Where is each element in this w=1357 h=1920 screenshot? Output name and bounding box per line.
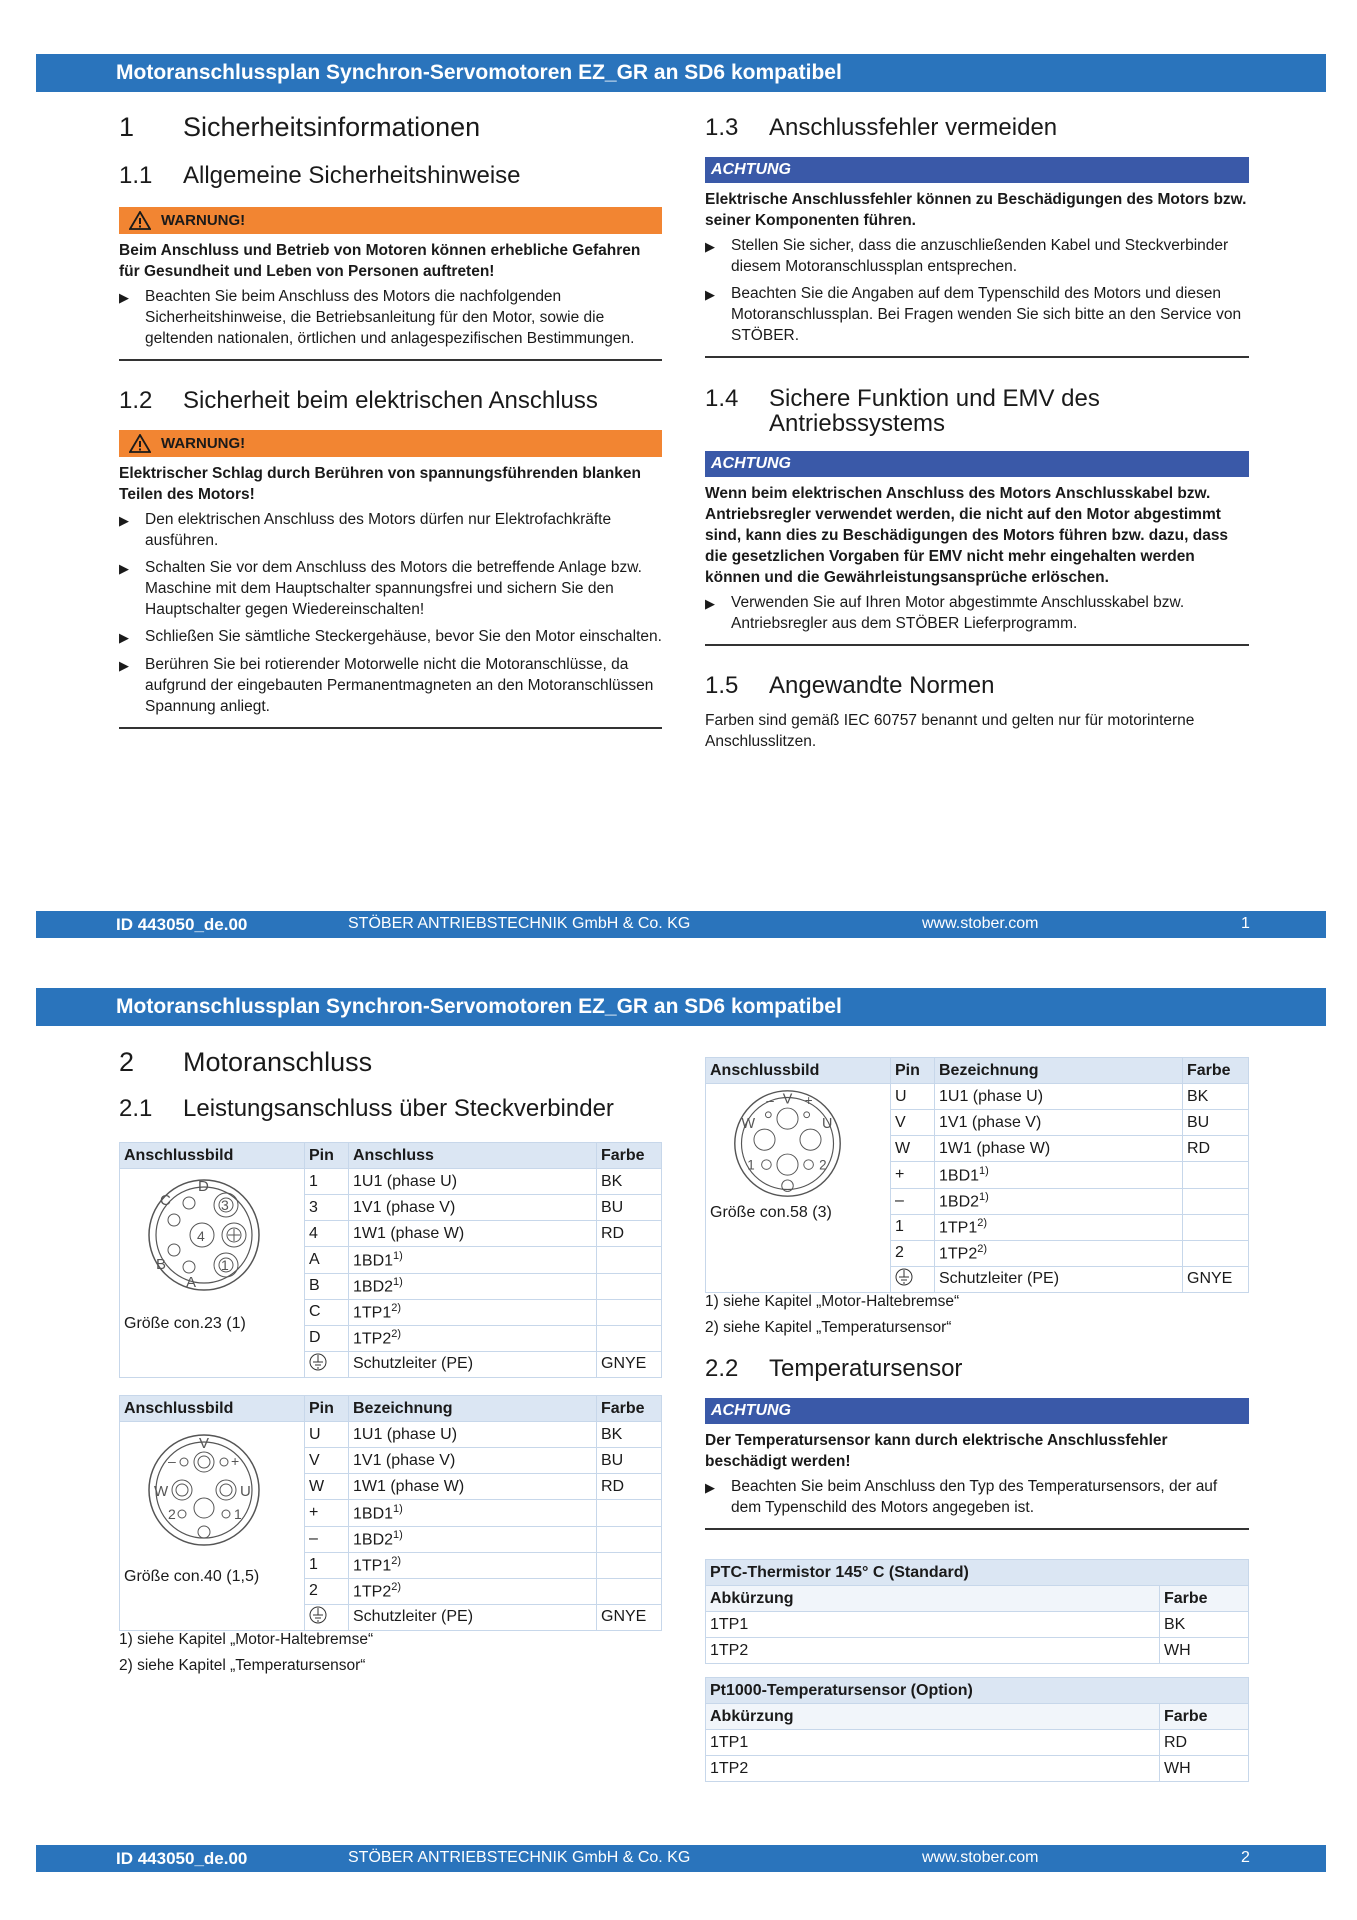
pin-cell: C [305, 1299, 349, 1325]
column-header: Farbe [1160, 1704, 1249, 1730]
footer-bar [36, 1845, 1326, 1872]
name-cell: 1BD2$^{1)}$ [349, 1273, 597, 1299]
color-cell [1183, 1188, 1249, 1214]
left-column [119, 1047, 662, 1123]
section-1-4-heading: 1.4 Sichere Funktion und EMV des Antriebssystems [705, 385, 1100, 437]
bullet-arrow-icon: ▶ [119, 630, 129, 645]
pin-label: 1 [747, 1157, 755, 1173]
warning-text: Beim Anschluss und Betrieb von Motoren können erhebliche Gefahren für Gesundheit und Leben von Personen auftreten! [119, 242, 641, 280]
footnote-2: 2) siehe Kapitel „Temperatursensor“ [119, 1657, 366, 1674]
bullet-arrow-icon: ▶ [705, 287, 715, 302]
section-2-2-heading: 2.2 Temperatursensor [705, 1355, 963, 1382]
pin-cell: 1 [305, 1169, 349, 1195]
name-cell: Schutzleiter (PE) [935, 1266, 1183, 1292]
pin-cell: 4 [305, 1221, 349, 1247]
pin-label: U [822, 1116, 833, 1133]
pin-label: 2 [819, 1157, 827, 1173]
pin-cell: V [891, 1110, 935, 1136]
color-cell [597, 1247, 662, 1273]
color-cell [597, 1578, 662, 1604]
page-number: 1 [1241, 915, 1250, 932]
right-column [705, 112, 1249, 752]
column-header: Farbe [597, 1396, 662, 1422]
pin-cell [305, 1351, 349, 1377]
name-cell: 1W1 (phase W) [349, 1221, 597, 1247]
bullet-arrow-icon: ▶ [705, 596, 715, 611]
column-header: Farbe [1183, 1058, 1249, 1084]
header-title: Motoranschlussplan Synchron-Servomotoren EZ_GR an SD6 kompatibel [116, 61, 842, 84]
color-cell: BK [1183, 1084, 1249, 1110]
list-item: ▶ Verwenden Sie auf Ihren Motor abgestimmte Anschlusskabel bzw. Antriebsregler aus dem STÖBER Lieferprogramm. [705, 594, 1185, 632]
color-cell: GNYE [597, 1351, 662, 1377]
pin-cell: A [305, 1247, 349, 1273]
bullet-arrow-icon: ▶ [705, 239, 715, 254]
divider [705, 356, 1249, 358]
pin-cell: U [891, 1084, 935, 1110]
color-cell: BU [597, 1195, 662, 1221]
color-cell: RD [597, 1474, 662, 1500]
abbr-cell: 1TP2 [706, 1638, 1160, 1664]
color-cell: WH [1160, 1638, 1249, 1664]
pin-cell: D [305, 1325, 349, 1351]
pin-cell: + [891, 1162, 935, 1188]
pin-label: + [231, 1453, 240, 1469]
connector-size-caption: Größe con.58 (3) [710, 1204, 832, 1221]
warning-icon [129, 434, 151, 453]
norms-text: Farben sind gemäß IEC 60757 benannt und gelten nur für motorinterne Anschlusslitzen. [705, 712, 1195, 750]
header-bar [36, 988, 1326, 1026]
connector-table-con58 [705, 1057, 1249, 1293]
bullet-arrow-icon: ▶ [119, 290, 129, 305]
pin-label: – [766, 1093, 774, 1109]
pin-label: V [782, 1091, 793, 1108]
name-cell: 1U1 (phase U) [349, 1422, 597, 1448]
color-cell: WH [1160, 1756, 1249, 1782]
pin-label: D [198, 1178, 209, 1195]
pin-label: + [804, 1093, 813, 1109]
column-header: Bezeichnung [935, 1058, 1183, 1084]
pt1000-sensor-table [705, 1677, 1249, 1782]
divider [119, 727, 662, 729]
name-cell: 1W1 (phase W) [935, 1136, 1183, 1162]
table-row [706, 1638, 1249, 1664]
pin-label: 3 [221, 1197, 229, 1213]
bullet-arrow-icon: ▶ [119, 513, 129, 528]
connector-table-con23 [119, 1142, 662, 1378]
list-item: ▶ Den elektrischen Anschluss des Motors dürfen nur Elektrofachkräfte ausführen. [119, 511, 612, 549]
color-cell [1183, 1162, 1249, 1188]
name-cell: 1V1 (phase V) [935, 1110, 1183, 1136]
pin-label: A [186, 1274, 197, 1291]
connector-size-caption: Größe con.23 (1) [124, 1315, 246, 1332]
color-cell [597, 1299, 662, 1325]
note-banner: ACHTUNG [705, 1398, 1249, 1424]
pin-cell: + [305, 1500, 349, 1526]
table-row [120, 1169, 662, 1195]
column-header: Bezeichnung [349, 1396, 597, 1422]
footer-doc-id: ID 443050_de.00 [116, 915, 248, 934]
name-cell: 1TP1$^{2)}$ [935, 1214, 1183, 1240]
list-item: ▶ Schalten Sie vor dem Anschluss des Motors die betreffende Anlage bzw. Maschine mit dem Hauptschalter spannungsfrei und sichern Sie den Hauptschalter gegen Wiedereinschalten! [119, 559, 642, 618]
table-row [706, 1730, 1249, 1756]
color-cell: BK [1160, 1612, 1249, 1638]
ground-icon [309, 1353, 327, 1371]
pin-cell: W [305, 1474, 349, 1500]
name-cell: Schutzleiter (PE) [349, 1604, 597, 1630]
column-header: Farbe [1160, 1586, 1249, 1612]
pin-cell: – [891, 1188, 935, 1214]
page-number: 2 [1241, 1849, 1250, 1866]
page-1 [0, 0, 1357, 955]
connector-table-con40 [119, 1395, 662, 1631]
footer-website[interactable]: www.stober.com [922, 1849, 1039, 1866]
pin-cell: 1 [305, 1552, 349, 1578]
name-cell: 1TP1$^{2)}$ [349, 1552, 597, 1578]
note-banner: ACHTUNG [705, 451, 1249, 477]
warning-icon [129, 211, 151, 230]
name-cell: 1W1 (phase W) [349, 1474, 597, 1500]
warning-banner: WARNUNG! [119, 430, 662, 457]
footer-company: STÖBER ANTRIEBSTECHNIK GmbH & Co. KG [348, 915, 691, 932]
note-text: Wenn beim elektrischen Anschluss des Motors Anschlusskabel bzw. Antriebsregler verwendet werden, die nicht auf den Motor abgestimmt sind, kann dies zu Beschädigungen des Motors führen bzw. dazu, dass die gesetzlichen Vorgaben für EMV nicht mehr eingehalten werden können und die Gewährleistungsansprüche erlöschen. [705, 485, 1229, 586]
table-title: PTC-Thermistor 145° C (Standard) [706, 1560, 1249, 1586]
connector-con58-diagram [730, 1086, 845, 1201]
bullet-arrow-icon: ▶ [119, 561, 129, 576]
divider [705, 1528, 1249, 1530]
color-cell: BU [597, 1448, 662, 1474]
table-title: Pt1000-Temperatursensor (Option) [706, 1678, 1249, 1704]
color-cell [597, 1552, 662, 1578]
column-header: Pin [305, 1143, 349, 1169]
name-cell: 1BD1$^{1)}$ [349, 1500, 597, 1526]
color-cell [1183, 1214, 1249, 1240]
pin-cell: 2 [891, 1240, 935, 1266]
section-1-heading: 1 Sicherheitsinformationen [119, 112, 481, 142]
section-2-1-heading: 2.1 Leistungsanschluss über Steckverbinder [119, 1095, 614, 1122]
name-cell: 1V1 (phase V) [349, 1448, 597, 1474]
connector-size-caption: Größe con.40 (1,5) [124, 1568, 260, 1585]
footer-website[interactable]: www.stober.com [922, 915, 1039, 932]
section-1-3-heading: 1.3 Anschlussfehler vermeiden [705, 114, 1058, 141]
pin-label: W [741, 1116, 756, 1133]
name-cell: 1BD1$^{1)}$ [935, 1162, 1183, 1188]
pin-cell: – [305, 1526, 349, 1552]
name-cell: 1TP2$^{2)}$ [349, 1325, 597, 1351]
color-cell: GNYE [1183, 1266, 1249, 1292]
table-row [706, 1612, 1249, 1638]
name-cell: 1BD1$^{1)}$ [349, 1247, 597, 1273]
table-row [706, 1084, 1249, 1110]
color-cell: RD [597, 1221, 662, 1247]
connector-diagram-cell [120, 1422, 305, 1631]
warning-text: Elektrischer Schlag durch Berühren von spannungsführenden blanken Teilen des Motors! [119, 465, 641, 503]
name-cell: 1TP2$^{2)}$ [935, 1240, 1183, 1266]
header-bar [36, 54, 1326, 92]
temperature-section [705, 1355, 1249, 1530]
table-row [120, 1422, 662, 1448]
color-cell [597, 1500, 662, 1526]
pin-label: V [199, 1435, 210, 1452]
color-cell: BU [1183, 1110, 1249, 1136]
footer-doc-id: ID 443050_de.00 [116, 1849, 248, 1868]
bullet-arrow-icon: ▶ [705, 1480, 715, 1495]
abbr-cell: 1TP2 [706, 1756, 1160, 1782]
column-header: Pin [891, 1058, 935, 1084]
left-column [119, 112, 662, 729]
column-header: Anschluss [349, 1143, 597, 1169]
name-cell: 1BD2$^{1)}$ [935, 1188, 1183, 1214]
abbr-cell: 1TP1 [706, 1730, 1160, 1756]
footnote-1: 1) siehe Kapitel „Motor-Haltebremse“ [705, 1293, 960, 1310]
note-text: Elektrische Anschlussfehler können zu Beschädigungen des Motors bzw. seiner Komponenten führen. [705, 191, 1247, 229]
color-cell: RD [1160, 1730, 1249, 1756]
pin-label: 4 [197, 1228, 205, 1244]
section-1-1-heading: 1.1 Allgemeine Sicherheitshinweise [119, 162, 521, 189]
pin-label: 2 [168, 1506, 176, 1522]
color-cell [597, 1325, 662, 1351]
list-item: ▶ Schließen Sie sämtliche Steckergehäuse, bevor Sie den Motor einschalten. [119, 626, 662, 648]
pin-cell: V [305, 1448, 349, 1474]
color-cell: BK [597, 1422, 662, 1448]
ground-icon [309, 1606, 327, 1624]
pin-cell: 1 [891, 1214, 935, 1240]
connector-con40-diagram [144, 1430, 264, 1550]
ground-icon [895, 1268, 913, 1286]
connector-con23-diagram [144, 1175, 264, 1295]
section-1-5-heading: 1.5 Angewandte Normen [705, 672, 995, 699]
connector-diagram-cell [120, 1169, 305, 1378]
column-header: Anschlussbild [706, 1058, 891, 1084]
note-banner: ACHTUNG [705, 157, 1249, 183]
page-2 [0, 955, 1357, 1920]
header-title: Motoranschlussplan Synchron-Servomotoren EZ_GR an SD6 kompatibel [116, 995, 842, 1018]
name-cell: 1TP1$^{2)}$ [349, 1299, 597, 1325]
section-2-heading: 2 Motoranschluss [119, 1047, 373, 1077]
connector-diagram-cell [706, 1084, 891, 1293]
list-item: ▶ Beachten Sie die Angaben auf dem Typenschild des Motors und diesen Motoranschlussplan. Bei Fragen wenden Sie sich bitte an den Service von STÖBER. [705, 285, 1242, 344]
column-header: Pin [305, 1396, 349, 1422]
abbr-cell: 1TP1 [706, 1612, 1160, 1638]
warning-banner: WARNUNG! [119, 207, 662, 234]
name-cell: 1V1 (phase V) [349, 1195, 597, 1221]
bullet-arrow-icon: ▶ [119, 658, 129, 673]
list-item: ▶ Beachten Sie beim Anschluss des Motors die nachfolgenden Sicherheitshinweise, die Betriebsanleitung für den Motor, sowie die geltenden nationalen, örtlichen und anlagespezifischen Bestimmungen. [119, 288, 635, 347]
note-text: Der Temperatursensor kann durch elektrische Anschlussfehler beschädigt werden! [705, 1432, 1168, 1470]
color-cell [597, 1273, 662, 1299]
footnote-2: 2) siehe Kapitel „Temperatursensor“ [705, 1319, 952, 1336]
list-item: ▶ Stellen Sie sicher, dass die anzuschließenden Kabel und Steckverbinder diesem Motoranschlussplan entsprechen. [705, 237, 1229, 275]
pin-label: – [168, 1453, 176, 1469]
column-header: Abkürzung [706, 1586, 1160, 1612]
footer-bar [36, 911, 1326, 938]
column-header: Farbe [597, 1143, 662, 1169]
list-item: ▶ Berühren Sie bei rotierender Motorwelle nicht die Motoranschlüsse, da aufgrund der eingebauten Permanentmagneten an den Motoranschlüssen Spannung anliegt. [119, 656, 654, 715]
table-row [706, 1756, 1249, 1782]
section-1-2-heading: 1.2 Sicherheit beim elektrischen Anschluss [119, 387, 598, 414]
divider [705, 644, 1249, 646]
pin-label: 1 [221, 1257, 229, 1273]
name-cell: 1U1 (phase U) [935, 1084, 1183, 1110]
color-cell: GNYE [597, 1604, 662, 1630]
color-cell [1183, 1240, 1249, 1266]
footnote-1: 1) siehe Kapitel „Motor-Haltebremse“ [119, 1631, 374, 1648]
pin-label: C [160, 1192, 171, 1209]
pin-cell: 2 [305, 1578, 349, 1604]
divider [119, 359, 662, 361]
pin-cell: B [305, 1273, 349, 1299]
name-cell: Schutzleiter (PE) [349, 1351, 597, 1377]
column-header: Anschlussbild [120, 1396, 305, 1422]
pin-label: W [154, 1483, 169, 1500]
pin-label: 1 [234, 1506, 242, 1522]
pin-cell: U [305, 1422, 349, 1448]
name-cell: 1BD2$^{1)}$ [349, 1526, 597, 1552]
name-cell: 1U1 (phase U) [349, 1169, 597, 1195]
pin-cell: W [891, 1136, 935, 1162]
name-cell: 1TP2$^{2)}$ [349, 1578, 597, 1604]
color-cell [597, 1526, 662, 1552]
column-header: Abkürzung [706, 1704, 1160, 1730]
pin-label: U [240, 1483, 251, 1500]
color-cell: RD [1183, 1136, 1249, 1162]
footer-company: STÖBER ANTRIEBSTECHNIK GmbH & Co. KG [348, 1849, 691, 1866]
pin-label: B [156, 1256, 167, 1273]
list-item: ▶ Beachten Sie beim Anschluss den Typ des Temperatursensors, der auf dem Typenschild des Motors angegeben ist. [705, 1478, 1218, 1516]
color-cell: BK [597, 1169, 662, 1195]
column-header: Anschlussbild [120, 1143, 305, 1169]
ptc-sensor-table [705, 1559, 1249, 1664]
pin-cell: 3 [305, 1195, 349, 1221]
